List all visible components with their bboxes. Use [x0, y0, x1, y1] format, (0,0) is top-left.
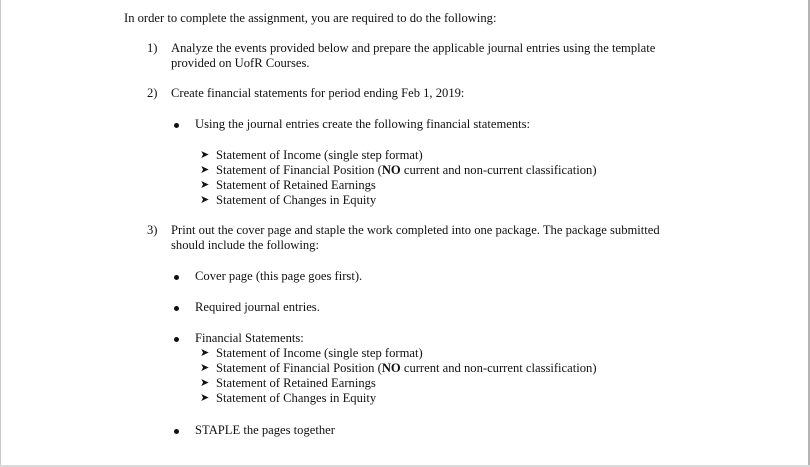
arrowhead-bullet-icon: ➤ [200, 164, 210, 176]
step-3-statement-income: Statement of Income (single step format) [216, 346, 423, 360]
arrowhead-bullet-icon: ➤ [200, 362, 210, 374]
arrowhead-bullet-icon: ➤ [200, 194, 210, 206]
step-3-bullet-cover: Cover page (this page goes first). [195, 269, 363, 283]
bullet-dot-icon [174, 306, 179, 311]
step-2-number: 2) [147, 86, 158, 100]
step-1-line-1: Analyze the events provided below and prepare the applicable journal entries using the template [171, 41, 656, 55]
page-edge-left [0, 0, 1, 467]
bullet-dot-icon [174, 275, 179, 280]
arrowhead-bullet-icon: ➤ [200, 392, 210, 404]
bullet-dot-icon [174, 429, 179, 434]
step-3-statement-changes-equity: Statement of Changes in Equity [216, 391, 377, 405]
arrowhead-bullet-icon: ➤ [200, 149, 210, 161]
step-2-statement-retained-earnings: Statement of Retained Earnings [216, 178, 376, 192]
step-2-bullet: Using the journal entries create the following financial statements: [195, 117, 531, 131]
arrowhead-bullet-icon: ➤ [200, 347, 210, 359]
step-3-statement-financial-position: Statement of Financial Position (NO current and non-current classification) [216, 361, 597, 375]
step-2-text: Create financial statements for period ending Feb 1, 2019: [171, 86, 465, 100]
step-3-number: 3) [147, 223, 158, 237]
step-2-statement-changes-equity: Statement of Changes in Equity [216, 193, 377, 207]
step-2-statement-income: Statement of Income (single step format) [216, 148, 423, 162]
step-2-statement-financial-position: Statement of Financial Position (NO current and non-current classification) [216, 163, 597, 177]
intro-text: In order to complete the assignment, you are required to do the following: [124, 11, 497, 25]
step-1-number: 1) [147, 41, 158, 55]
step-3-line-1: Print out the cover page and staple the work completed into one package. The package submitted [171, 223, 660, 237]
step-3-line-2: should include the following: [171, 238, 319, 252]
arrowhead-bullet-icon: ➤ [200, 179, 210, 191]
bullet-dot-icon [174, 337, 179, 342]
step-3-bullet-financial: Financial Statements: [195, 331, 304, 345]
bullet-dot-icon [174, 123, 179, 128]
step-3-statement-retained-earnings: Statement of Retained Earnings [216, 376, 376, 390]
arrowhead-bullet-icon: ➤ [200, 377, 210, 389]
step-3-bullet-journal: Required journal entries. [195, 300, 320, 314]
step-3-bullet-staple: STAPLE the pages together [195, 423, 335, 437]
step-1-line-2: provided on UofR Courses. [171, 56, 310, 70]
